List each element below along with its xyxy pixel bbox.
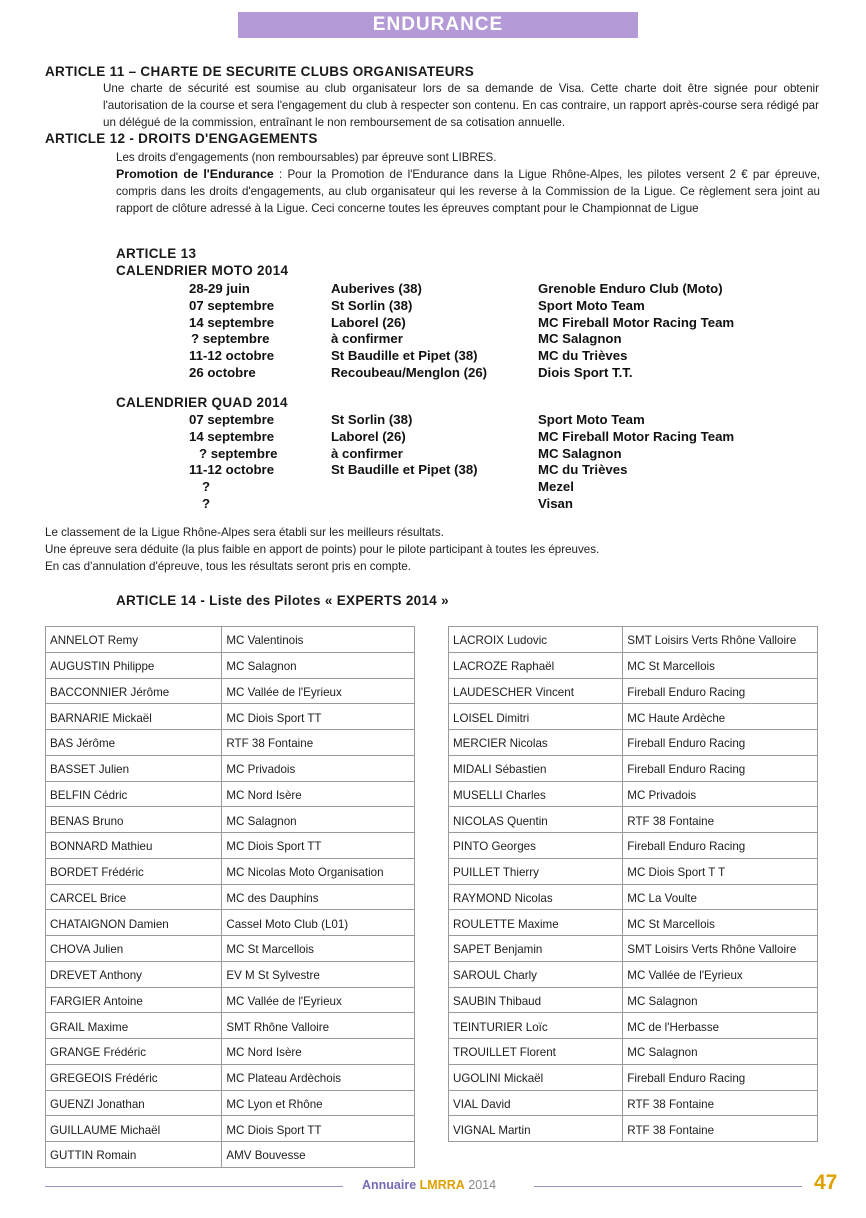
pilot-club: MC St Marcellois — [623, 910, 818, 936]
pilot-name: CHATAIGNON Damien — [46, 910, 222, 936]
table-row — [46, 807, 415, 833]
promotion-label: Promotion de l'Endurance — [116, 167, 274, 181]
moto-club: Grenoble Enduro Club (Moto) — [538, 281, 723, 296]
table-row — [46, 730, 415, 756]
table-row — [46, 910, 415, 936]
pilot-club: Fireball Enduro Racing — [623, 755, 818, 781]
table-row — [46, 1039, 415, 1065]
pilot-name: MIDALI Sébastien — [449, 755, 623, 781]
table-row — [46, 833, 415, 859]
pilot-club: MC Privadois — [222, 755, 415, 781]
note-line: Le classement de la Ligue Rhône-Alpes sera établi sur les meilleurs résultats. — [45, 526, 444, 539]
pilot-name: GUILLAUME Michaël — [46, 1116, 222, 1142]
pilot-name: GREGEOIS Frédéric — [46, 1064, 222, 1090]
footer-title — [362, 1178, 496, 1192]
pilot-club: MC Diois Sport T T — [623, 858, 818, 884]
pilot-club: MC Haute Ardèche — [623, 704, 818, 730]
quad-club: Visan — [538, 495, 573, 511]
quad-place: St Sorlin (38) — [331, 412, 413, 427]
pilot-name: AUGUSTIN Philippe — [46, 652, 222, 678]
quad-dates — [189, 412, 277, 513]
table-row — [449, 704, 818, 730]
moto-dates — [189, 281, 274, 382]
pilot-name: LACROZE Raphaël — [449, 652, 623, 678]
article-12-title: ARTICLE 12 - DROITS D'ENGAGEMENTS — [45, 131, 318, 146]
promotion-text: : Pour la Promotion de l'Endurance dans la Ligue Rhône-Alpes, les pilotes versent 2 € par épreuve, compris dans les droits d'engagements, au club organisateur qui les reverse à la Commission de la Ligue. Ce règlement sera joint au rapport de clôture adressé à la Ligue. Ceci concerne toutes les épreuves comptant pour le Championnat de Ligue — [116, 168, 821, 215]
calendar-quad-title: CALENDRIER QUAD 2014 — [116, 395, 288, 410]
pilot-club: MC Lyon et Rhône — [222, 1090, 415, 1116]
quad-place — [331, 479, 478, 496]
table-row — [449, 730, 818, 756]
pilot-club: MC Valentinois — [222, 627, 415, 653]
pilot-club: MC Salagnon — [222, 652, 415, 678]
table-row — [46, 936, 415, 962]
pilot-name: LACROIX Ludovic — [449, 627, 623, 653]
table-row — [449, 807, 818, 833]
pilot-club: MC Vallée de l'Eyrieux — [222, 678, 415, 704]
quad-date: 11-12 octobre — [189, 462, 275, 478]
pilot-club: Cassel Moto Club (L01) — [222, 910, 415, 936]
quad-club: MC Salagnon — [538, 445, 622, 461]
pilot-club: RTF 38 Fontaine — [222, 730, 415, 756]
pilot-club: MC St Marcellois — [623, 652, 818, 678]
table-row — [449, 961, 818, 987]
table-row — [449, 936, 818, 962]
pilot-club: EV M St Sylvestre — [222, 961, 415, 987]
moto-place: St Baudille et Pipet (38) — [331, 348, 478, 364]
pilot-name: PINTO Georges — [449, 833, 623, 859]
pilot-name: TROUILLET Florent — [449, 1039, 623, 1065]
pilot-club: MC Nord Isère — [222, 781, 415, 807]
pilot-club: RTF 38 Fontaine — [623, 1116, 818, 1142]
pilot-club: MC Salagnon — [222, 807, 415, 833]
pilot-club: MC Salagnon — [623, 1039, 818, 1065]
table-row — [46, 987, 415, 1013]
table-row — [46, 1142, 415, 1168]
quad-place: Laborel (26) — [331, 428, 406, 444]
table-row — [449, 987, 818, 1013]
quad-place — [331, 496, 478, 513]
table-row — [449, 1064, 818, 1090]
pilot-club: RTF 38 Fontaine — [623, 1090, 818, 1116]
quad-date: ? — [202, 479, 211, 495]
article-12-promotion — [116, 166, 820, 217]
pilot-club: MC des Dauphins — [222, 884, 415, 910]
moto-place: Laborel (26) — [331, 314, 406, 330]
quad-club: Mezel — [538, 479, 574, 495]
moto-place: St Sorlin (38) — [331, 297, 413, 313]
pilot-name: TEINTURIER Loïc — [449, 1013, 623, 1039]
moto-places — [331, 281, 487, 382]
footer-year: 2014 — [464, 1178, 497, 1192]
pilot-name: BORDET Frédéric — [46, 858, 222, 884]
pilot-club: MC Nicolas Moto Organisation — [222, 858, 415, 884]
pilot-name: RAYMOND Nicolas — [449, 884, 623, 910]
moto-place: à confirmer — [331, 331, 403, 347]
footer-annuaire: Annuaire — [362, 1178, 420, 1192]
pilot-name: DREVET Anthony — [46, 961, 222, 987]
moto-club: Sport Moto Team — [538, 297, 645, 313]
pilot-club: MC Vallée de l'Eyrieux — [623, 961, 818, 987]
article-11-text: Une charte de sécurité est soumise au club organisateur lors de sa demande de Visa. Cette charte doit être signée pour obtenir l'autorisation de la course et sera l'engagement du club à respecter son contenu. En cas contraire, un rapport après-course sera rédigé par un délégué de la commission, entraînant le non remboursement de sa cotisation annuelle. — [103, 82, 819, 129]
quad-places — [331, 412, 478, 513]
table-row — [449, 1090, 818, 1116]
pilot-club: MC Vallée de l'Eyrieux — [222, 987, 415, 1013]
pilot-name: MUSELLI Charles — [449, 781, 623, 807]
pilot-club: Fireball Enduro Racing — [623, 730, 818, 756]
pilot-name: BAS Jérôme — [46, 730, 222, 756]
pilot-name: LAUDESCHER Vincent — [449, 678, 623, 704]
table-row — [46, 652, 415, 678]
quad-date: ? — [202, 495, 211, 511]
quad-club: MC Fireball Motor Racing Team — [538, 428, 735, 444]
table-row — [449, 1116, 818, 1142]
pilot-name: PUILLET Thierry — [449, 858, 623, 884]
table-row — [46, 781, 415, 807]
pilot-club: MC La Voulte — [623, 884, 818, 910]
article-12-text-1: Les droits d'engagements (non remboursables) par épreuve sont LIBRES. — [116, 151, 497, 164]
quad-place: St Baudille et Pipet (38) — [331, 462, 478, 478]
calendar-moto-title: CALENDRIER MOTO 2014 — [116, 263, 289, 278]
pilot-name: ANNELOT Remy — [46, 627, 222, 653]
pilot-name: BONNARD Mathieu — [46, 833, 222, 859]
quad-date: 14 septembre — [189, 428, 275, 444]
pilot-club: MC Diois Sport TT — [222, 833, 415, 859]
footer-rule-right — [534, 1186, 802, 1187]
pilot-club: SMT Loisirs Verts Rhône Valloire — [623, 627, 818, 653]
pilot-name: BACCONNIER Jérôme — [46, 678, 222, 704]
moto-club: Diois Sport T.T. — [538, 364, 633, 380]
table-row — [449, 652, 818, 678]
pilot-club: RTF 38 Fontaine — [623, 807, 818, 833]
table-row — [46, 1090, 415, 1116]
pilot-name: GUTTIN Romain — [46, 1142, 222, 1168]
pilots-table-left — [45, 626, 415, 1168]
pilot-name: LOISEL Dimitri — [449, 704, 623, 730]
table-row — [449, 1013, 818, 1039]
article-11-title: ARTICLE 11 – CHARTE DE SECURITE CLUBS ORGANISATEURS — [45, 64, 475, 79]
article-13-title: ARTICLE 13 — [116, 246, 197, 261]
pilot-club: SMT Rhône Valloire — [222, 1013, 415, 1039]
pilot-name: UGOLINI Mickaël — [449, 1064, 623, 1090]
table-row — [449, 755, 818, 781]
pilot-club: MC Diois Sport TT — [222, 1116, 415, 1142]
moto-club: MC Fireball Motor Racing Team — [538, 314, 735, 330]
pilot-name: SAUBIN Thibaud — [449, 987, 623, 1013]
table-row — [449, 678, 818, 704]
table-row — [46, 755, 415, 781]
table-row — [449, 1039, 818, 1065]
pilot-name: BENAS Bruno — [46, 807, 222, 833]
quad-place: à confirmer — [331, 445, 403, 461]
pilot-club: MC Plateau Ardèchois — [222, 1064, 415, 1090]
pilot-name: BARNARIE Mickaël — [46, 704, 222, 730]
pilot-name: NICOLAS Quentin — [449, 807, 623, 833]
ranking-notes — [45, 524, 599, 575]
moto-date: 28-29 juin — [189, 281, 250, 296]
table-row — [46, 884, 415, 910]
pilot-club: SMT Loisirs Verts Rhône Valloire — [623, 936, 818, 962]
moto-date: 11-12 octobre — [189, 348, 275, 364]
quad-club: Sport Moto Team — [538, 412, 645, 427]
pilot-name: CHOVA Julien — [46, 936, 222, 962]
pilot-name: GRANGE Frédéric — [46, 1039, 222, 1065]
pilot-club: MC de l'Herbasse — [623, 1013, 818, 1039]
section-banner: ENDURANCE — [238, 12, 638, 38]
pilot-name: SAPET Benjamin — [449, 936, 623, 962]
table-row — [449, 858, 818, 884]
footer-lmrra: LMRRA — [419, 1178, 465, 1192]
moto-club: MC Salagnon — [538, 331, 622, 347]
moto-place: Auberives (38) — [331, 281, 422, 296]
quad-clubs — [538, 412, 734, 513]
moto-club: MC du Trièves — [538, 348, 628, 364]
moto-place: Recoubeau/Menglon (26) — [331, 364, 488, 380]
table-row — [46, 627, 415, 653]
footer-rule-left — [45, 1186, 343, 1187]
quad-club: MC du Trièves — [538, 462, 628, 478]
table-row — [449, 627, 818, 653]
pilot-name: MERCIER Nicolas — [449, 730, 623, 756]
pilot-name: GUENZI Jonathan — [46, 1090, 222, 1116]
table-row — [46, 1013, 415, 1039]
pilots-table-right — [448, 626, 818, 1142]
moto-clubs — [538, 281, 734, 382]
quad-date: ? septembre — [199, 445, 278, 461]
quad-date: 07 septembre — [189, 412, 275, 427]
moto-date: 14 septembre — [189, 314, 275, 330]
note-line: Une épreuve sera déduite (la plus faible en apport de points) pour le pilote participant à toutes les épreuves. — [45, 543, 600, 556]
table-row — [46, 961, 415, 987]
pilot-name: CARCEL Brice — [46, 884, 222, 910]
table-row — [46, 858, 415, 884]
table-row — [449, 884, 818, 910]
table-row — [46, 678, 415, 704]
pilot-club: AMV Bouvesse — [222, 1142, 415, 1168]
pilot-name: BELFIN Cédric — [46, 781, 222, 807]
pilot-name: VIAL David — [449, 1090, 623, 1116]
note-line: En cas d'annulation d'épreuve, tous les résultats seront pris en compte. — [45, 560, 411, 573]
pilot-club: Fireball Enduro Racing — [623, 678, 818, 704]
moto-date: 07 septembre — [189, 297, 275, 313]
moto-date: 26 octobre — [189, 364, 256, 380]
pilot-club: MC Diois Sport TT — [222, 704, 415, 730]
pilot-name: SAROUL Charly — [449, 961, 623, 987]
pilot-name: GRAIL Maxime — [46, 1013, 222, 1039]
pilot-club: MC St Marcellois — [222, 936, 415, 962]
pilot-club: Fireball Enduro Racing — [623, 1064, 818, 1090]
table-row — [449, 781, 818, 807]
pilot-club: MC Salagnon — [623, 987, 818, 1013]
table-row — [46, 1116, 415, 1142]
pilot-name: FARGIER Antoine — [46, 987, 222, 1013]
pilot-name: BASSET Julien — [46, 755, 222, 781]
pilot-name: VIGNAL Martin — [449, 1116, 623, 1142]
pilot-name: ROULETTE Maxime — [449, 910, 623, 936]
table-row — [449, 910, 818, 936]
moto-date: ? septembre — [191, 331, 270, 347]
pilot-club: MC Privadois — [623, 781, 818, 807]
pilot-club: Fireball Enduro Racing — [623, 833, 818, 859]
article-14-title: ARTICLE 14 - Liste des Pilotes « EXPERTS 2014 » — [116, 593, 449, 608]
table-row — [46, 704, 415, 730]
table-row — [449, 833, 818, 859]
table-row — [46, 1064, 415, 1090]
pilot-club: MC Nord Isère — [222, 1039, 415, 1065]
page-number: 47 — [814, 1171, 838, 1194]
